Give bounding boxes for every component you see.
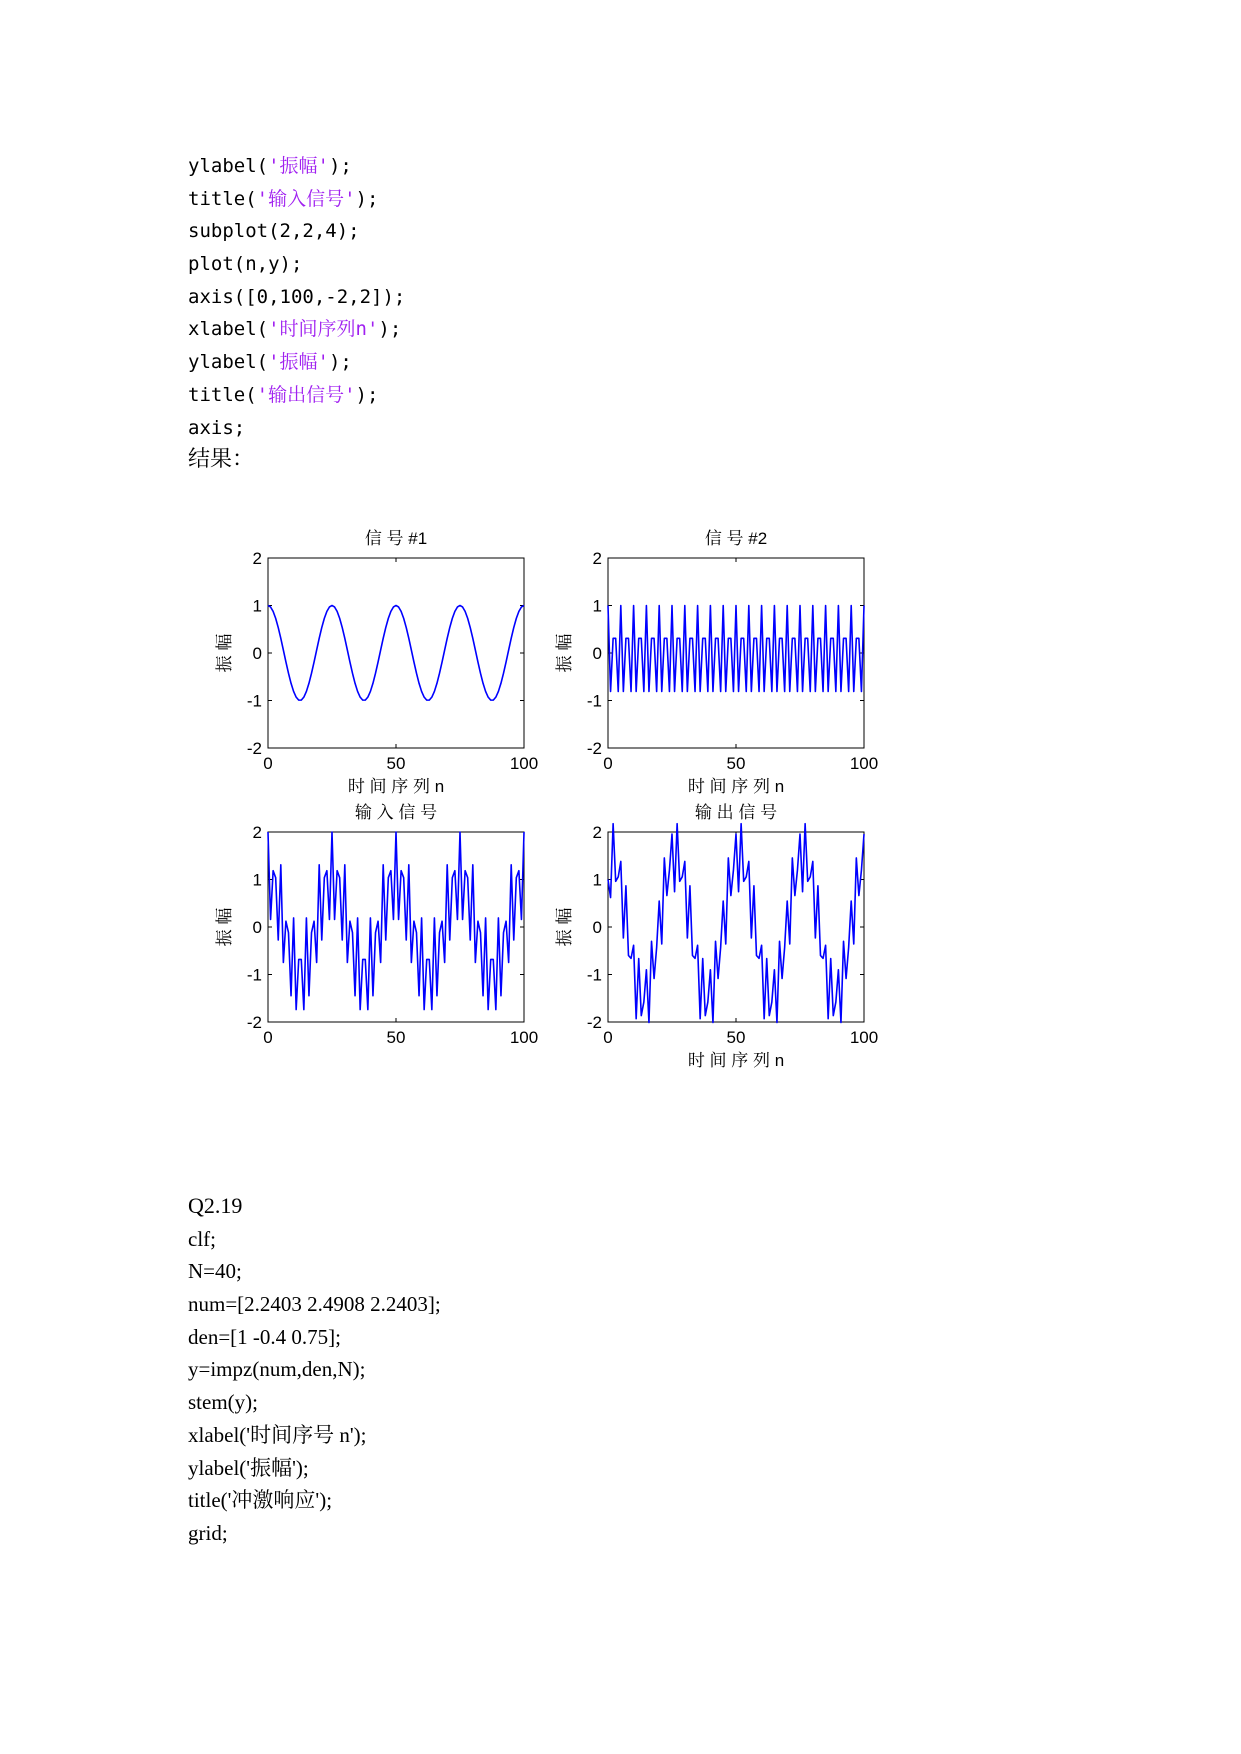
x-tick-label: 50 <box>386 1028 406 1047</box>
code-string: '时间序列n' <box>268 318 379 341</box>
y-tick-label: -2 <box>246 1013 262 1032</box>
code-line: ylabel('振幅'); <box>188 1455 309 1480</box>
code-line: N=40; <box>188 1259 242 1284</box>
subplot-title: 输 出 信 号 <box>694 803 778 822</box>
y-tick-label: -1 <box>246 691 262 711</box>
code-text: xlabel( <box>188 318 269 341</box>
code-line: xlabel('时间序号 n'); <box>188 1422 367 1447</box>
x-axis-label: 时 间 序 列 n <box>687 777 785 796</box>
result-label: 结果： <box>188 447 255 472</box>
axes-frame <box>268 558 524 748</box>
code-line <box>188 281 405 314</box>
y-tick-label: 2 <box>592 549 602 568</box>
code-line: den=[1 -0.4 0.75]; <box>188 1324 341 1349</box>
subplot-3 <box>214 803 538 1047</box>
code-line: clf; <box>188 1226 216 1251</box>
code-line <box>188 412 405 445</box>
y-tick-label: 0 <box>252 644 262 663</box>
code-text: ); <box>328 351 352 374</box>
y-tick-label: 1 <box>252 870 262 890</box>
code-text: axis([0,100,-2,2]); <box>188 285 406 308</box>
code-text: title( <box>188 187 257 210</box>
y-tick-label: -1 <box>586 965 602 985</box>
x-axis-label: 时 间 序 列 n <box>347 777 445 796</box>
x-tick-label: 100 <box>509 754 539 773</box>
subplot-1 <box>214 529 538 796</box>
y-tick-label: 0 <box>252 918 262 937</box>
figure-subplots <box>215 520 1010 1140</box>
y-tick-label: -2 <box>586 1013 602 1032</box>
x-tick-label: 100 <box>849 1028 879 1047</box>
code-text: ); <box>378 318 402 341</box>
y-axis-label: 振 幅 <box>555 907 574 947</box>
code-line <box>188 248 405 281</box>
y-tick-label: -1 <box>586 691 602 711</box>
code-string: '振幅' <box>268 155 329 177</box>
code-line <box>188 313 405 346</box>
y-tick-label: -2 <box>586 739 602 758</box>
subplot-4 <box>554 803 878 1070</box>
code-block-2 <box>188 1190 441 1550</box>
y-axis-label: 振 幅 <box>215 907 234 947</box>
y-tick-label: 1 <box>592 596 602 616</box>
x-tick-label: 50 <box>726 754 746 773</box>
section-heading: Q2.19 <box>188 1193 243 1218</box>
y-tick-label: 2 <box>252 549 262 568</box>
code-line <box>188 215 405 248</box>
code-text: ylabel( <box>188 155 269 177</box>
code-text: ); <box>355 383 379 406</box>
y-axis-label: 振 幅 <box>215 633 234 673</box>
x-tick-label: 0 <box>263 1028 273 1047</box>
y-tick-label: 1 <box>592 870 602 890</box>
y-tick-label: -2 <box>246 739 262 758</box>
x-tick-label: 50 <box>386 754 406 773</box>
x-axis-label: 时 间 序 列 n <box>687 1051 785 1070</box>
code-text: axis; <box>188 416 246 439</box>
code-line: y=impz(num,den,N); <box>188 1357 366 1382</box>
y-tick-label: -1 <box>246 965 262 985</box>
axes-frame <box>608 832 864 1022</box>
y-tick-label: 0 <box>592 644 602 663</box>
code-block-1 <box>188 150 405 444</box>
x-tick-label: 0 <box>263 754 273 773</box>
code-line: title('冲激响应'); <box>188 1488 333 1513</box>
code-text: subplot(2,2,4); <box>188 220 360 243</box>
y-tick-label: 1 <box>252 596 262 616</box>
code-line: grid; <box>188 1520 228 1545</box>
x-tick-label: 0 <box>603 754 613 773</box>
code-text: title( <box>188 383 257 406</box>
subplot-title: 信 号 #2 <box>704 529 768 548</box>
code-text: ); <box>328 155 352 177</box>
code-line <box>188 346 405 379</box>
code-text: plot(n,y); <box>188 253 303 276</box>
subplot-2 <box>554 529 878 796</box>
axes-frame <box>608 558 864 748</box>
code-string: '输出信号' <box>256 383 356 406</box>
code-line: num=[2.2403 2.4908 2.2403]; <box>188 1292 441 1317</box>
x-tick-label: 100 <box>849 754 879 773</box>
y-tick-label: 0 <box>592 918 602 937</box>
y-axis-label: 振 幅 <box>555 633 574 673</box>
subplot-title: 信 号 #1 <box>364 529 428 548</box>
code-line <box>188 150 405 183</box>
x-tick-label: 0 <box>603 1028 613 1047</box>
code-line: stem(y); <box>188 1390 258 1415</box>
subplot-title: 输 入 信 号 <box>354 803 438 822</box>
code-text: ); <box>355 187 379 210</box>
x-tick-label: 50 <box>726 1028 746 1047</box>
code-line <box>188 379 405 412</box>
code-string: '输入信号' <box>256 187 356 210</box>
code-line <box>188 183 405 216</box>
y-tick-label: 2 <box>592 823 602 842</box>
code-text: ylabel( <box>188 351 269 374</box>
y-tick-label: 2 <box>252 823 262 842</box>
x-tick-label: 100 <box>509 1028 539 1047</box>
code-string: '振幅' <box>268 351 329 374</box>
